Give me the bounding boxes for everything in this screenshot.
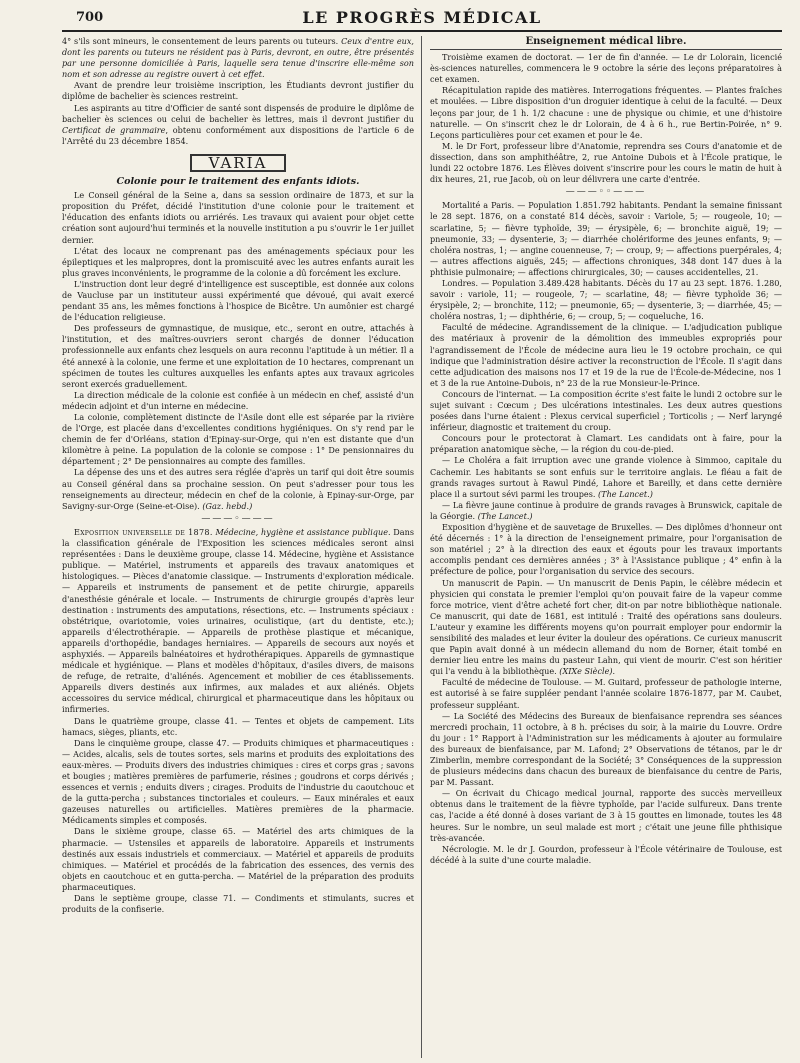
paragraph: Dans le septième groupe, classe 71. — Condiments et stimulants, sucres et produits de la confiserie. [62,893,414,915]
page-number: 700 [76,10,104,25]
paragraph: Mortalité a Paris. — Population 1.851.792 habitants. Pendant la semaine finissant le 28 sept. 1876, on a constaté 814 décès, savoir : Variole, 5; — rougeole, 10; — scarlatine, 5; — fièvre typhoïde, 39; — érysipèle, 6; — bronchite aiguë, 19; — pneumonie, 33; — dysenterie, 3; — diarrhée cholériforme des jeunes enfants, 9; — choléra nostras, 1; — angine couenneuse, 7; — croup, 9; — affections puerpérales, 4; — autres affections aiguës, 245; — affections chroniques, 348 dont 147 dues à la phthisie pulmonaire; — affections chirurgicales, 30; — causes accidentelles, 21. [430,200,782,277]
paragraph: La colonie, complètement distincte de l'Asile dont elle est séparée par la rivière de l'Orge, est placée dans d'excellentes conditions hygiéniques. On s'y rend par le chemin de fer d'Orléans, station d'Epinay-sur-Orge, qui n'en est distante que d'un kilomètre à peine. La population de la colonie se compose : 1° De pensionnaires du département ; 2° De pensionnaires au compte des familles. [62,412,414,467]
paragraph [430,500,782,522]
paragraph: Des professeurs de gymnastique, de musique, etc., seront en outre, attachés à l'institution, et des maîtres-ouvriers seront chargés de donner l'éducation professionnelle aux enfants chez lesquels on aura reconnu l'aptitude à un métier. Il a été annexé à la colonie, une ferme et une exploitation de 10 hectares, comprenant un spécimen de toutes les cultures auxquelles les enfants aptes aux travaux agricoles seront exercés graduellement. [62,323,414,389]
paragraph [62,527,414,716]
paragraph: — On écrivait du Chicago medical journal, rapporte des succès merveilleux obtenus dans le traitement de la fièvre typhoïde, par l'acide sulfureux. Dans trente cas, l'acide a été donné à doses variant de 3 à 15 gouttes en limonade, toutes les 48 heures. Sur le nombre, un seul malade est mort ; c'était une jeune fille phthisique très-avancée. [430,788,782,843]
paragraph [62,103,414,147]
paragraph: Dans le quatrième groupe, classe 41. — Tentes et objets de campement. Lits hamacs, sièges, pliants, etc. [62,715,414,737]
ornament-divider: ———◦——— [201,513,275,524]
left-column [62,36,414,1058]
paragraph: L'instruction dont leur degré d'intelligence est susceptible, est donnée aux colons de Vaucluse par un instituteur aussi expérimenté que dévoué, qui avait exercé pendant 35 ans, les mêmes fonctions à l'hospice de Bicêtre. Un aumônier est chargé de l'éducation religieuse. [62,278,414,323]
source-citation: (XIXe Siècle). [559,666,616,677]
paragraph: Faculté de médecine de Toulouse. — M. Guitard, professeur de pathologie interne, est autorisé à se faire suppléer pendant l'année scolaire 1876-1877, par M. Caubet, professeur suppléant. [430,677,782,710]
italic-text: Certificat de grammaire [62,124,166,135]
paragraph: Avant de prendre leur troisième inscription, les Étudiants devront justifier du diplôme de bachelier ès sciences restreint. [62,80,414,102]
journal-title: LE PROGRÈS MÉDICAL [302,8,542,27]
columns [62,36,782,1058]
article-title: Colonie pour le traitement des enfants idiots. [116,176,360,188]
text: 4° s'ils sont mineurs, le consentement de leurs parents ou tuteurs. [62,36,342,46]
paragraph: Concours de l'internat. — La composition écrite s'est faite le lundi 2 octobre sur le sujet suivant : Cœcum ; Des ulcérations intestinales. Les deux autres questions posées dans l'urne étaient : Plexus cervical superficiel ; Torticolis ; — Nerf laryngé inférieur, diagnostic et traitement du croup. [430,388,782,433]
paragraph: Londres. — Population 3.489.428 habitants. Décès du 17 au 23 sept. 1876. 1.280, savoir : variole, 11; — rougeole, 7; — scarlatine, 48; — fièvre typhoïde 36; — érysipèle, 2; — bronchite, 112; — pneumonie, 65; — dysenterie, 3; — diarrhée, 45; — choléra nostras, 1; — diphthérie, 6; — croup, 5; — coqueluche, 16. [430,277,782,322]
text: — Le Choléra a fait irruption avec une grande violence à Simmoo, capitale du Cachemir. Les habitants se sont enfuis sur le territoire anglais. Le fléau a fait de grands ravages surtout à Rawul Pindé, Lahore et Bareilly, et dans cette dernière place il a surtout sévi parmi les troupes. [430,455,782,499]
paragraph: Faculté de médecine. Agrandissement de la clinique. — L'adjudication publique des matériaux à provenir de la démolition des immeubles expropriés pour l'agrandissement de l'École de médecine aura lieu le 19 octobre prochain, ce qui indique que l'administration désire activer la reconstruction de l'École. Il s'agit dans cette adjudication des maisons nos 17 et 19 de la rue de l'École-de-Médecine, nos 1 et 3 de la rue Antoine-Dubois, n° 23 de la rue Monsieur-le-Prince. [430,322,782,388]
italic-text: Ceux d'entre eux, dont les parents ou tuteurs ne résident pas à Paris, devront, en outre, être présentés par une personne domiciliée à Paris, laquelle sera tenue d'inscrire elle-même son nom et son adresse au registre ouvert à cet effet. [62,36,414,80]
paragraph [62,36,414,80]
source-citation: (The Lancet.) [598,488,653,499]
paragraph: La direction médicale de la colonie est confiée à un médecin en chef, assisté d'un médecin adjoint et d'un interne en médecine. [62,389,414,411]
paragraph: Nécrologie. M. le dr J. Gourdon, professeur à l'École vétérinaire de Toulouse, est décédé à la suite d'une courte maladie. [430,843,782,865]
ornament-divider: ———◦◦——— [565,187,647,198]
text: Dans la classification générale de l'Exposition les sciences médicales seront ainsi représentées : Dans le deuxième groupe, classe 14. Médecine, hygiène et Assistance publique. — Matériel, instruments et appareils des travaux anatomiques et histologiques. — Pièces d'anatomie classique. — Instruments d'exploration médicale. — Appareils et instruments de pansement et de petite chirurgie, appareils d'anesthésie générale et locale. — Instruments de chirurgie groupés d'après leur destination : instruments des amputations, résections, etc. — Instruments spéciaux : obstétrique, ovariotomie, voies urinaires, oculistique, (art du dentiste, etc.); appareils d'électrothérapie. — Appareils de prothèse plastique et mécanique, appareils d'orthopédie, bandages herniaires. — Appareils de secours aux noyés et asphyxiés. — Appareils balnéatoires et hydrothérapiques. Appareils de gymnastique médicale et hygiénique. — Plans et modèles d'hôpitaux, d'asiles divers, de maisons de refuge, de retraite, d'aliénés. Agencement et mobilier de ces établissements. Appareils divers destinés aux infirmes, aux malades et aux aliénés. Objets accessoires du service médical, chirurgical et pharmaceutique dans les hôpitaux ou infirmeries. [62,526,414,715]
paragraph: — La Société des Médecins des Bureaux de bienfaisance reprendra ses séances mercredi prochain, 11 octobre, à 8 h. précises du soir, à la mairie du Louvre. Ordre du jour : 1° Rapport à l'Administration sur les médicaments à ajouter au formulaire des bureaux de bienfaisance, par M. Lafond; 2° Observations de tétanos, par le dr Zimberlin, membre correspondant de la Société; 3° Conséquences de la suppression de plusieurs médecins dans chacun des bureaux de bienfaisance du centre de Paris, par M. Passant. [430,710,782,788]
paragraph: Le Conseil général de la Seine a, dans sa session ordinaire de 1873, et sur la proposition du Préfet, décidé l'institution d'une colonie pour le traitement et l'éducation des enfants idiots ou arriérés. Les travaux qui avaient pour objet cette création sont aujourd'hui terminés et la nouvelle institution a pu s'ouvrir le 1er juillet dernier. [62,190,414,245]
item-label: Exposition universelle de 1878. [74,526,213,537]
source-citation: (Gaz. hebd.) [202,500,253,511]
section-banner: VARIA [190,154,286,172]
italic-text: Médecine, hygiène et assistance publique. [215,526,391,537]
source-citation: (The Lancet.) [477,510,533,521]
text: Un manuscrit de Papin. — Un manuscrit de Denis Papin, le célèbre médecin et physicien qui constata le premier l'emploi qu'on pouvait faire de la vapeur comme force motrice, vient d'être acheté fort cher, dit-on par notre bibliothèque nationale. Ce manuscrit, qui date de 1681, est intitulé : Traité des opérations sans douleurs. L'auteur y examine les différents moyens qu'on pourrait employer pour endormir la sensibilité des malades et leur éviter la douleur des opérations. Ce curieux manuscrit que Papin avait donné à un médecin allemand du nom de Borner, était tombé en dernier lieu entre les mains du pasteur Lahn, qui vient de mourir. C'est son héritier qui l'a vendu à la bibliothèque. [430,577,782,677]
section-heading: Enseignement médical libre. [430,36,782,50]
text: La dépense des uns et des autres sera réglée d'après un tarif qui doit être soumis au Conseil général dans sa prochaine session. On peut s'adresser pour tous les renseignements au directeur, médecin en chef de la colonie, à Epinay-sur-Orge, par Savigny-sur-Orge (Seine-et-Oise). [62,467,414,511]
paragraph [430,455,782,499]
right-column [430,36,782,1058]
paragraph: Dans le sixième groupe, classe 65. — Matériel des arts chimiques de la pharmacie. — Ustensiles et appareils de laboratoire. Appareils et instruments destinés aux essais industriels et commerciaux. — Matériel et appareils de produits chimiques. — Matériel et procédés de la fabrication des essences, des vernis des objets en caoutchouc et en gutta-percha. — Matériel de la préparation des produits pharmaceutiques. [62,826,414,892]
paragraph: Dans le cinquième groupe, classe 47. — Produits chimiques et pharmaceutiques : — Acides, alcalis, sels de toutes sortes, sels marins et produits des exploitations des eaux-mères. — Produits divers des industries chimiques : cires et corps gras ; savons et bougies ; matières premières de parfumerie, résines ; goudrons et corps dérivés ; essences et vernis ; enduits divers ; cirages. Produits de l'industrie du caoutchouc et de la gutta-percha ; substances tinctoriales et couleurs. — Eaux minérales et eaux gazeuses naturelles ou artificielles. Matières premières de la pharmacie. Médicaments simples et composés. [62,737,414,826]
paragraph [430,578,782,678]
paragraph: L'état des locaux ne comprenant pas des aménagements spéciaux pour les épileptiques et les malpropres, dont la promiscuité avec les autres enfants aurait les plus graves inconvénients, le programme de la colonie a dû forcément les exclure. [62,245,414,278]
paragraph: Concours pour le protectorat à Clamart. Les candidats ont à faire, pour la préparation anatomique sèche, — la région du cou-de-pied. [430,433,782,455]
paragraph: Troisième examen de doctorat. — 1er de fin d'année. — Le dr Lolorain, licencié ès-sciences naturelles, commencera le 9 octobre la série des leçons préparatoires à cet examen. [430,52,782,85]
text: Les aspirants au titre d'Officier de santé sont dispensés de produire le diplôme de bachelier ès sciences ou celui de bachelier ès lettres, mais il devront justifier du [62,102,414,124]
paragraph: M. le Dr Fort, professeur libre d'Anatomie, reprendra ses Cours d'anatomie et de dissection, dans son amphithéâtre, 2, rue Antoine Dubois et à l'École pratique, le lundi 22 octobre 1876. Les Élèves doivent s'inscrire pour les cours le matin de huit à dix heures, 21, rue Jacob, où on leur délivrera une carte d'entrée. [430,140,782,185]
text: , obtenu conformément aux dispositions de l'article 6 de l'Arrêté du 23 décembre 1854. [62,124,414,146]
page-header [62,6,782,32]
paragraph [62,467,414,511]
paragraph: Récapitulation rapide des matières. Interrogations fréquentes. — Plantes fraîches et moulées. — Libre disposition d'un droguier identique à celui de la faculté. — Deux leçons par jour, de 1 h. 1/2 chacune : une de physique ou chimie, et une d'histoire naturelle. — On s'inscrit chez le dr Lolorain, de 4 à 6 h., rue Bertin-Poirée, n° 9. Leçons particulières pour cet examen et pour le 4e. [430,85,782,140]
text: — La fièvre jaune continue à produire de grands ravages à Brunswick, capitale de la Géorgie. [430,499,782,521]
paragraph: Exposition d'hygiène et de sauvetage de Bruxelles. — Des diplômes d'honneur ont été décernés : 1° à la direction de l'enseignement primaire, pour l'organisation de son matériel ; 2° à la direction des eaux et égouts pour les travaux importants accomplis pendant ces dernières années ; 3° à l'Assistance publique ; 4° enfin à la préfecture de police, pour l'organisation du service des secours. [430,522,782,577]
